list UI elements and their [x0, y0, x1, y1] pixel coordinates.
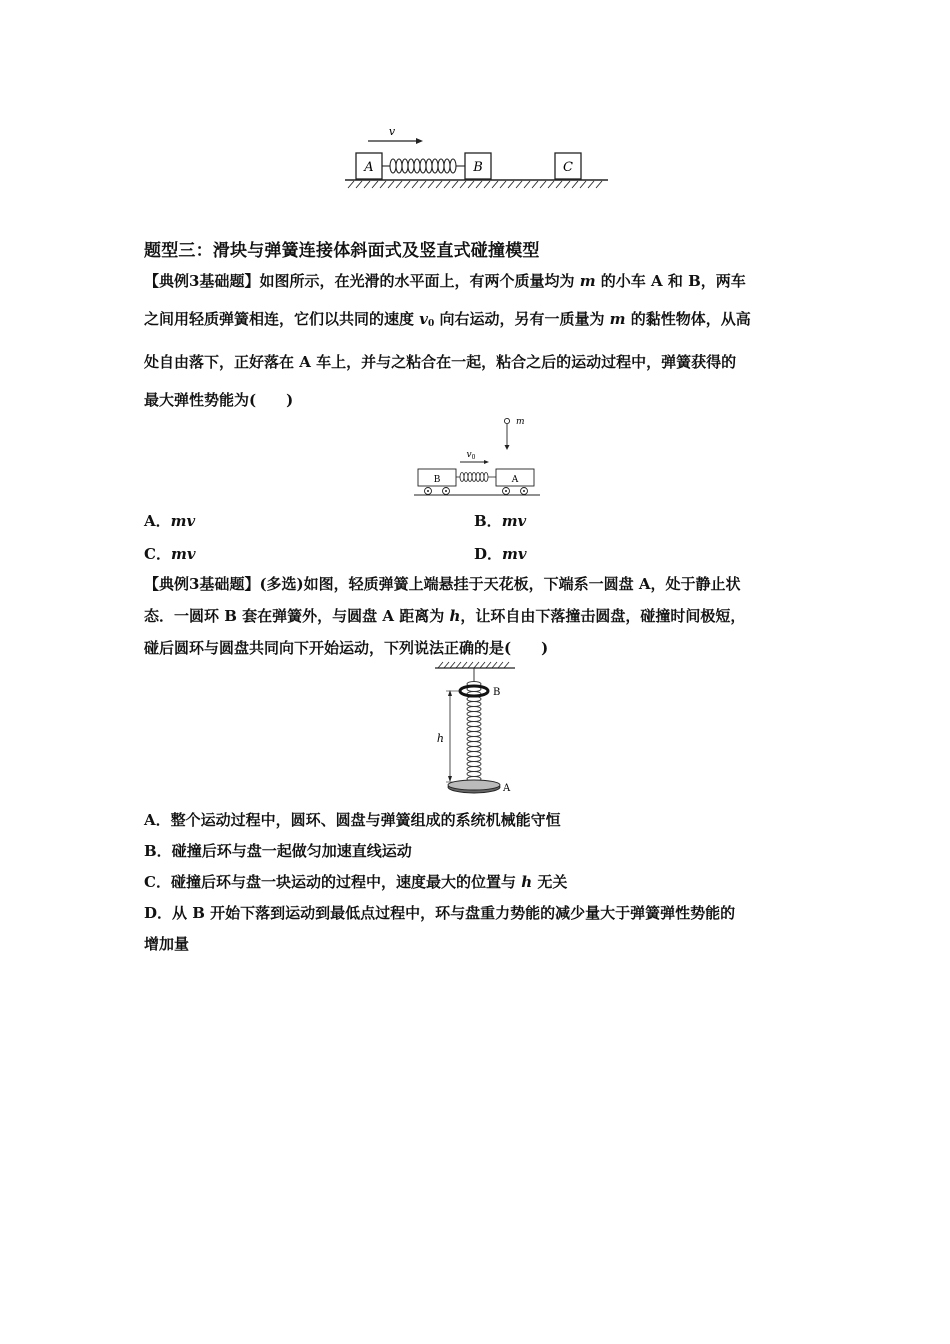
figure-carts	[412, 412, 544, 500]
option-letter: C．	[144, 873, 171, 891]
block-a-label: A	[364, 160, 374, 175]
option-letter: B．	[144, 842, 172, 860]
text-run: 的黏性物体，从高	[625, 310, 751, 328]
option-text: mv	[170, 512, 196, 530]
example2-option-d-continued	[144, 933, 189, 954]
option-text: mv	[170, 545, 196, 563]
text-run: 的小车 A 和 B，两车	[595, 272, 746, 290]
example1-line-4: 最大弹性势能为( )	[144, 391, 294, 409]
example2-line-3: 碰后圆环与圆盘共同向下开始运动，下列说法正确的是( )	[144, 639, 549, 657]
example1-line-1	[144, 262, 808, 300]
velocity-label: v	[388, 125, 396, 138]
falling-mass	[504, 418, 509, 423]
cart-a-label: A	[511, 475, 519, 485]
text-run: 之间用轻质弹簧相连，它们以共同的速度	[144, 310, 420, 328]
example2-line-1	[144, 568, 808, 600]
var-v: v	[419, 310, 428, 328]
text-run: 向右运动，另有一质量为	[434, 310, 610, 328]
v0-label: $v_0$	[466, 450, 476, 461]
example1-option-a[interactable]	[144, 510, 195, 531]
block-b-label: B	[473, 160, 483, 175]
example1-line-3: 处自由落下，正好落在 A 车上，并与之粘合在一起，粘合之后的运动过程中，弹簧获得的	[144, 353, 737, 371]
example1-option-d[interactable]	[474, 543, 527, 564]
option-text: mv	[501, 512, 527, 530]
option-letter: D．	[474, 545, 503, 563]
example1-option-c[interactable]	[144, 543, 196, 564]
option-letter: A．	[144, 811, 171, 829]
example2-tag: 【典例3基础题】	[144, 575, 260, 593]
option-letter: D．	[144, 904, 173, 922]
subscript-0: 0	[427, 319, 435, 329]
example2-option-c[interactable]	[144, 871, 567, 892]
cart-spring	[456, 473, 496, 482]
cart-b-label: B	[433, 475, 441, 485]
block-c-label: C	[563, 160, 573, 175]
mass-label: m	[516, 417, 525, 427]
example1-question	[144, 262, 808, 419]
var-m: m	[579, 272, 596, 290]
text-run: (多选)如图，轻质弹簧上端悬挂于天花板，下端系一圆盘 A，处于静止状	[259, 575, 741, 593]
example2-question	[144, 568, 808, 664]
text-run: 如图所示，在光滑的水平面上，有两个质量均为	[259, 272, 580, 290]
ring-label: B	[493, 687, 501, 698]
var-h: h	[449, 607, 461, 625]
spring	[382, 159, 465, 173]
example2-option-d[interactable]	[144, 902, 735, 923]
option-text: 增加量	[144, 935, 190, 953]
example1-tag: 【典例3基础题】	[144, 272, 260, 290]
section-heading: 题型三：滑块与弹簧连接体斜面式及竖直式碰撞模型	[144, 241, 540, 261]
option-text: 整个运动过程中，圆环、圆盘与弹簧组成的系统机械能守恒	[170, 811, 561, 829]
example1-line-2	[144, 300, 808, 343]
example1-option-b[interactable]	[474, 510, 526, 531]
option-text: 无关	[532, 873, 568, 891]
example2-line-2	[144, 600, 808, 632]
option-text: 碰撞后环与盘一块运动的过程中，速度最大的位置与	[170, 873, 522, 891]
option-letter: A．	[144, 512, 171, 530]
var-h: h	[521, 873, 533, 891]
option-text: 从 B 开始下落到运动到最低点过程中，环与盘重力势能的减少量大于弹簧弹性势能的	[172, 904, 736, 922]
option-letter: B．	[474, 512, 502, 530]
disk-label: A	[503, 783, 511, 794]
example2-option-a[interactable]	[144, 809, 561, 830]
option-text: mv	[502, 545, 527, 563]
text-run: ，让环自由下落撞击圆盘，碰撞时间极短，	[460, 607, 746, 625]
ring-b	[460, 686, 488, 696]
example2-option-b[interactable]	[144, 840, 412, 861]
height-label: h	[436, 732, 444, 745]
figure-hanging-spring	[430, 660, 530, 798]
figure-blocks-spring	[340, 120, 615, 192]
text-run: 态．一圆环 B 套在弹簧外，与圆盘 A 距离为	[144, 607, 450, 625]
option-letter: C．	[144, 545, 171, 563]
var-m: m	[609, 310, 626, 328]
option-text: 碰撞后环与盘一起做匀加速直线运动	[171, 842, 412, 860]
